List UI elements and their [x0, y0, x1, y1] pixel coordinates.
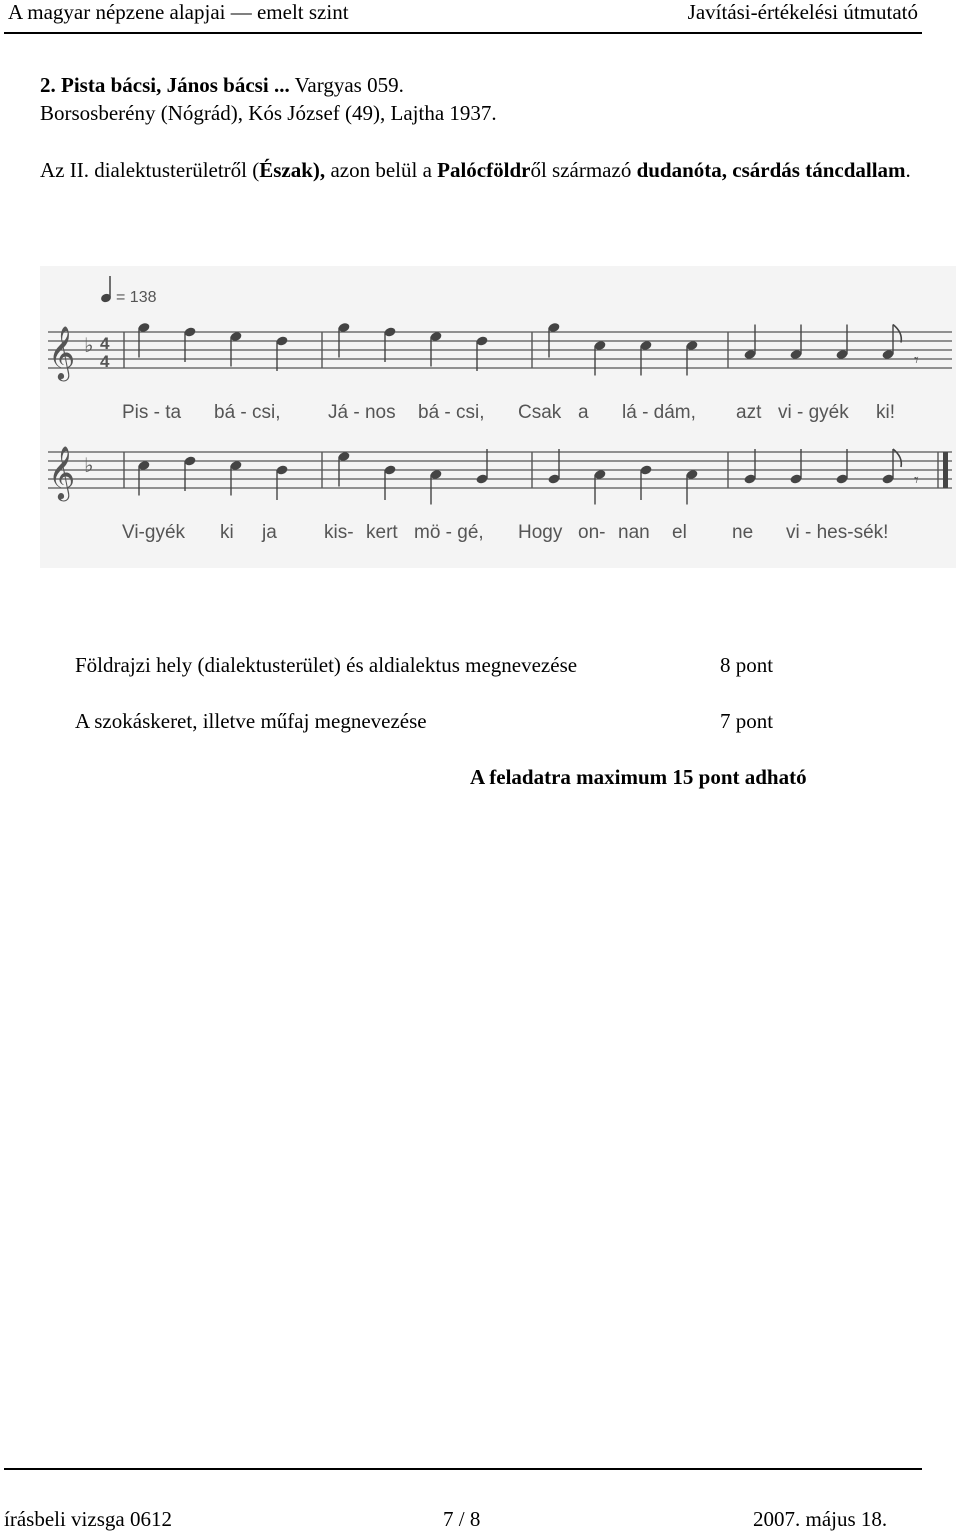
lyric-syllable: nan [618, 522, 650, 543]
criterion-1: Földrajzi hely (dialektusterület) és aldialektus megnevezése [75, 653, 578, 677]
task-title-ref: Vargyas 059. [289, 73, 404, 97]
lyric-syllable: azt [736, 402, 762, 423]
criterion-2-points: 7 pont [720, 709, 774, 733]
lyric-syllable: kert [366, 522, 398, 543]
music-score [40, 266, 956, 568]
lyric-syllable: on- [578, 522, 606, 543]
flat-sign: ♭ [84, 335, 94, 357]
lyric-syllable: ki [220, 522, 234, 543]
flat-sign: ♭ [84, 455, 94, 477]
lyric-syllable: bá - csi, [418, 402, 485, 423]
lyric-syllable: kis- [324, 522, 354, 543]
lyric-syllable: Já - nos [328, 402, 396, 423]
final-bar-thick [943, 452, 948, 488]
desc-part: Az II. dialektusterületről ( [40, 158, 260, 182]
time-signature-bottom: 4 [100, 352, 110, 371]
footer-exam: írásbeli vizsga 0612 [4, 1507, 172, 1531]
eighth-rest: 𝄾 [914, 350, 919, 370]
task-source: Borsosberény (Nógrád), Kós József (49), Lajtha 1937. [40, 101, 497, 125]
lyric-syllable: vi - hes-sék! [786, 522, 889, 543]
desc-genre: dudanóta, csárdás táncdallam [636, 158, 906, 182]
tempo-value: = 138 [116, 289, 157, 306]
header-rule [4, 32, 922, 34]
footer-rule [4, 1468, 922, 1470]
lyric-syllable: ne [732, 522, 754, 543]
header-subtitle: Javítási-értékelési útmutató [687, 0, 918, 24]
lyric-syllable: el [672, 522, 687, 543]
treble-clef: 𝄞 [48, 326, 76, 378]
treble-clef: 𝄞 [48, 446, 76, 498]
page-number: 7 / 8 [443, 1507, 481, 1531]
footer-date: 2007. május 18. [753, 1507, 888, 1531]
desc-region: Észak), [259, 158, 326, 182]
lyric-syllable: Vi-gyék [122, 522, 186, 543]
lyric-syllable: Hogy [518, 522, 563, 543]
task-title-bold: 2. Pista bácsi, János bácsi ... [40, 73, 290, 97]
desc-part: azon belül a [325, 158, 438, 182]
lyric-syllable: bá - csi, [214, 402, 281, 423]
task-description [40, 156, 930, 184]
lyric-syllable: vi - gyék [778, 402, 849, 423]
desc-part: ől származó [530, 158, 637, 182]
criterion-1-points: 8 pont [720, 653, 774, 677]
lyric-syllable: mö - gé, [414, 522, 484, 543]
lyric-syllable: lá - dám, [622, 402, 696, 423]
desc-subregion: Palócföldr [437, 158, 531, 182]
eighth-rest: 𝄾 [914, 470, 919, 490]
time-signature-top: 4 [100, 334, 110, 353]
lyric-syllable: a [578, 402, 589, 423]
criterion-2: A szokáskeret, illetve műfaj megnevezése [75, 709, 427, 733]
header-title: A magyar népzene alapjai — emelt szint [8, 0, 349, 24]
total-points: A feladatra maximum 15 pont adható [470, 765, 807, 789]
task-title [40, 71, 404, 99]
lyric-syllable: ki! [876, 402, 895, 423]
lyric-syllable: ja [262, 522, 277, 543]
desc-part: . [905, 158, 911, 182]
lyric-syllable: Pis - ta [122, 402, 182, 423]
lyric-syllable: Csak [518, 402, 562, 423]
